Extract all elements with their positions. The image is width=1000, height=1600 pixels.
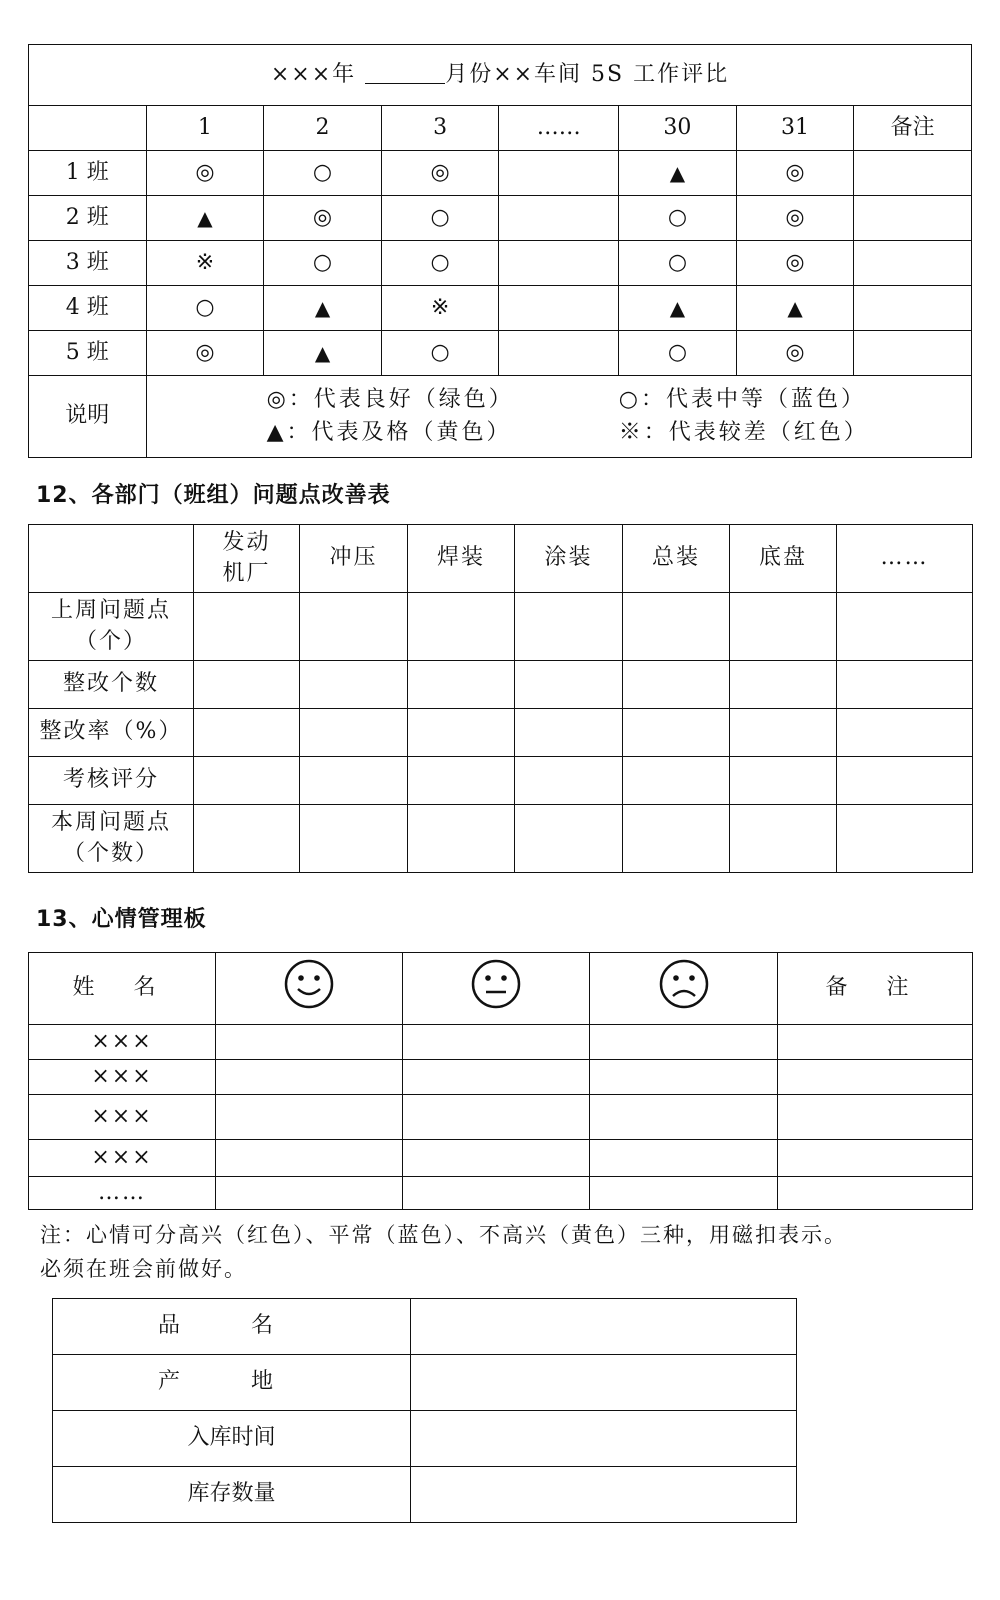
person-name: ×××: [29, 1140, 216, 1177]
origin-value: [411, 1355, 797, 1411]
legend-medium: ○：代表中等（蓝色）: [618, 386, 866, 412]
table-row: [29, 709, 973, 757]
title-year: ×××年: [270, 61, 357, 87]
month-blank: [365, 65, 445, 84]
header-cell: 2: [264, 106, 382, 151]
rating-cell: [499, 331, 619, 376]
rating-cell: ○: [619, 196, 737, 241]
rating-cell: [499, 151, 619, 196]
row-label: 整改率（%）: [29, 709, 194, 757]
dept-header: ……: [837, 525, 973, 593]
rating-cell: ○: [619, 331, 737, 376]
dept-header: 总装: [623, 525, 730, 593]
happy-face-icon: [283, 958, 335, 1010]
remark-cell: [854, 196, 972, 241]
header-cell: 3: [381, 106, 499, 151]
person-name: ……: [29, 1177, 216, 1210]
rating-cell: ◎: [736, 151, 854, 196]
rating-cell: ▲: [264, 286, 382, 331]
note-line-1: 注：心情可分高兴（红色）、平常（蓝色）、不高兴（黄色）三种，用磁扣表示。: [40, 1223, 847, 1247]
table-row: [29, 331, 972, 376]
table-row: [29, 286, 972, 331]
rating-cell: ◎: [736, 196, 854, 241]
remark-cell: [854, 331, 972, 376]
remark-header: 备 注: [778, 953, 973, 1025]
row-label: 上周问题点 （个）: [29, 593, 194, 661]
row-label: 整改个数: [29, 661, 194, 709]
rating-cell: ○: [381, 196, 499, 241]
table-row: [29, 1177, 973, 1210]
product-info-table: [52, 1298, 797, 1523]
table-title: [29, 45, 972, 106]
rating-cell: ◎: [146, 331, 264, 376]
rating-cell: ◎: [736, 241, 854, 286]
header-cell: 1: [146, 106, 264, 151]
problem-improvement-table: [28, 524, 973, 873]
table-row: [29, 196, 972, 241]
row-label: 本周问题点 （个数）: [29, 805, 194, 873]
table-row: [29, 593, 973, 661]
rating-cell: ◎: [264, 196, 382, 241]
table-row: [53, 1299, 797, 1355]
table-row: [29, 1095, 973, 1140]
neutral-face-icon: [470, 958, 522, 1010]
rating-cell: ※: [146, 241, 264, 286]
dept-header: 发动 机厂: [194, 525, 300, 593]
rating-cell: ○: [381, 331, 499, 376]
corner-cell: [29, 525, 194, 593]
remark-cell: [854, 286, 972, 331]
table-row: [29, 661, 973, 709]
header-cell: [29, 106, 147, 151]
rating-cell: ○: [146, 286, 264, 331]
header-cell: 30: [619, 106, 737, 151]
rating-cell: ▲: [264, 331, 382, 376]
origin-label: 产 地: [53, 1355, 411, 1411]
title-rest: 月份××车间 5S 工作评比: [445, 61, 730, 87]
rating-cell: [499, 286, 619, 331]
rating-cell: ▲: [736, 286, 854, 331]
legend-pass: ▲：代表及格（黄色）: [266, 419, 512, 445]
header-cell: 31: [736, 106, 854, 151]
legend-label: 说明: [29, 376, 147, 458]
stock-quantity-value: [411, 1467, 797, 1523]
legend-row: [29, 376, 972, 458]
sad-face-icon: [658, 958, 710, 1010]
rating-cell: ○: [619, 241, 737, 286]
row-label: 1 班: [29, 151, 147, 196]
rating-cell: ◎: [146, 151, 264, 196]
storage-time-label: 入库时间: [53, 1411, 411, 1467]
remark-cell: [854, 151, 972, 196]
table-row: [29, 757, 973, 805]
header-cell: ……: [499, 106, 619, 151]
row-label: 2 班: [29, 196, 147, 241]
rating-cell: ▲: [619, 151, 737, 196]
row-label: 4 班: [29, 286, 147, 331]
row-label: 5 班: [29, 331, 147, 376]
rating-cell: ▲: [619, 286, 737, 331]
legend-good: ◎：代表良好（绿色）: [266, 386, 514, 412]
dept-header: 底盘: [730, 525, 837, 593]
person-name: ×××: [29, 1060, 216, 1095]
happy-face-icon: [216, 953, 403, 1025]
person-name: ×××: [29, 1025, 216, 1060]
legend-poor: ※：代表较差（红色）: [618, 419, 869, 445]
table-row: [53, 1411, 797, 1467]
mood-note: [40, 1218, 980, 1286]
neutral-face-icon: [403, 953, 590, 1025]
name-header: 姓 名: [29, 953, 216, 1025]
stock-quantity-label: 库存数量: [53, 1467, 411, 1523]
table-row: [29, 1025, 973, 1060]
rating-cell: ※: [381, 286, 499, 331]
rating-cell: ▲: [146, 196, 264, 241]
rating-cell: [499, 196, 619, 241]
storage-time-value: [411, 1411, 797, 1467]
remark-cell: [854, 241, 972, 286]
note-line-2: 必须在班会前做好。: [40, 1257, 247, 1281]
table-row: [29, 805, 973, 873]
table-row: [53, 1467, 797, 1523]
table-row: [53, 1355, 797, 1411]
header-row: [29, 525, 973, 593]
dept-header: 冲压: [300, 525, 408, 593]
row-label: 3 班: [29, 241, 147, 286]
rating-cell: ◎: [736, 331, 854, 376]
person-name: ×××: [29, 1095, 216, 1140]
section-13-heading: 13、心情管理板: [36, 907, 207, 932]
header-row: [29, 953, 973, 1025]
dept-header: 涂装: [515, 525, 623, 593]
product-name-value: [411, 1299, 797, 1355]
table-row: [29, 241, 972, 286]
product-name-label: 品 名: [53, 1299, 411, 1355]
legend-content: [146, 376, 971, 458]
rating-cell: ○: [264, 151, 382, 196]
rating-cell: [499, 241, 619, 286]
table-row: [29, 1060, 973, 1095]
header-row: [29, 106, 972, 151]
table-row: [29, 151, 972, 196]
row-label: 考核评分: [29, 757, 194, 805]
dept-header: 焊装: [408, 525, 515, 593]
rating-cell: ○: [381, 241, 499, 286]
rating-cell: ◎: [381, 151, 499, 196]
rating-cell: ○: [264, 241, 382, 286]
table-row: [29, 1140, 973, 1177]
header-cell: 备注: [854, 106, 972, 151]
section-12-heading: 12、各部门（班组）问题点改善表: [36, 483, 391, 508]
5s-evaluation-table: [28, 44, 972, 458]
sad-face-icon: [590, 953, 778, 1025]
mood-board-table: [28, 952, 973, 1210]
